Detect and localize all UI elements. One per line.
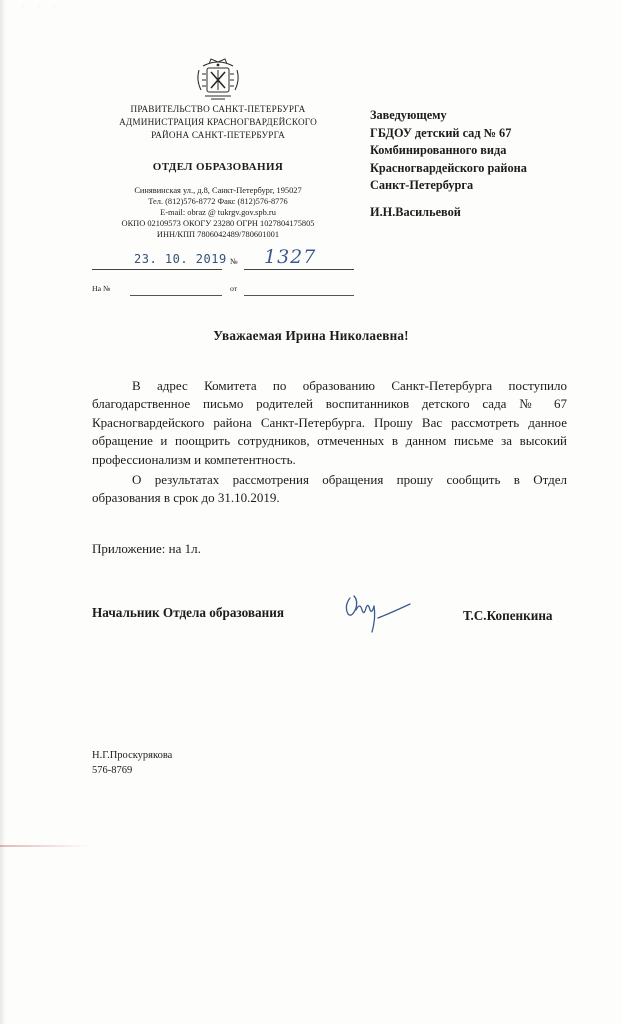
reference-date-label: от bbox=[230, 284, 238, 293]
addressee-block bbox=[370, 107, 600, 195]
addressee-line-2: ГБДОУ детский сад № 67 bbox=[370, 125, 512, 140]
contact-address: Синявинская ул., д.8, Санкт-Петербург, 195027 bbox=[134, 186, 302, 195]
executor-block bbox=[92, 748, 172, 778]
addressee-line-3: Комбинированного вида bbox=[370, 143, 507, 158]
appendix-note: Приложение: на 1л. bbox=[92, 541, 201, 556]
scan-edge bbox=[0, 0, 6, 1024]
contact-email: E-mail: obraz @ tukrgv.gov.spb.ru bbox=[160, 208, 276, 217]
executor-name: Н.Г.Проскурякова bbox=[92, 750, 173, 761]
org-line-3: РАЙОНА САНКТ-ПЕТЕРБУРГА bbox=[151, 130, 285, 140]
salutation: Уважаемая Ирина Николаевна! bbox=[213, 328, 409, 343]
scan-corner-marks: · · · bbox=[22, 4, 62, 11]
body-paragraph-1: В адрес Комитета по образованию Санкт-Петербурга поступило благодарственное письмо родителей воспитанников детского сада № 67 Красногвардейского района Санкт-Петербурга. Прошу Вас рассмотреть данное обращение и поощрить сотрудников, отмеченных в данном письме за высокий профессионализм и компетентность. bbox=[92, 378, 567, 467]
addressee-line-5: Санкт-Петербурга bbox=[370, 178, 474, 193]
reference-number-label: На № bbox=[92, 284, 111, 293]
registration-row bbox=[92, 246, 354, 270]
signatory-title: Начальник Отдела образования bbox=[92, 605, 284, 620]
registration-date-stamp: 23. 10. 2019 bbox=[134, 252, 227, 266]
reference-row bbox=[92, 284, 354, 296]
signatory-name: Т.С.Копенкина bbox=[463, 608, 553, 623]
org-line-1: ПРАВИТЕЛЬСТВО САНКТ-ПЕТЕРБУРГА bbox=[130, 104, 306, 114]
contact-codes: ОКПО 02109573 ОКОГУ 23280 ОГРН 1027804175805 bbox=[121, 219, 315, 228]
scan-margin-mark bbox=[0, 845, 90, 847]
contact-inn: ИНН/КПП 7806042489/780601001 bbox=[156, 230, 280, 239]
number-label: № bbox=[230, 257, 238, 266]
date-underline bbox=[92, 269, 222, 270]
contact-phone: Тел. (812)576-8772 Факс (812)576-8776 bbox=[148, 197, 288, 206]
addressee-line-4: Красногвардейского района bbox=[370, 160, 527, 175]
reference-number-line bbox=[130, 295, 222, 296]
handwritten-signature bbox=[338, 588, 418, 640]
org-line-2: АДМИНИСТРАЦИЯ КРАСНОГВАРДЕЙСКОГО bbox=[119, 117, 317, 127]
body-paragraph-2: О результатах рассмотрения обращения прошу сообщить в Отдел образования в срок до 31.10.2019. bbox=[92, 472, 567, 506]
coat-of-arms-icon bbox=[193, 56, 243, 102]
addressee-name: И.Н.Васильевой bbox=[370, 205, 461, 219]
addressee-line-1: Заведующему bbox=[370, 108, 447, 122]
reference-date-line bbox=[244, 295, 354, 296]
department-title: ОТДЕЛ ОБРАЗОВАНИЯ bbox=[152, 161, 284, 173]
executor-phone: 576-8769 bbox=[92, 765, 133, 776]
number-underline bbox=[244, 269, 354, 270]
registration-number: 1327 bbox=[264, 246, 317, 268]
